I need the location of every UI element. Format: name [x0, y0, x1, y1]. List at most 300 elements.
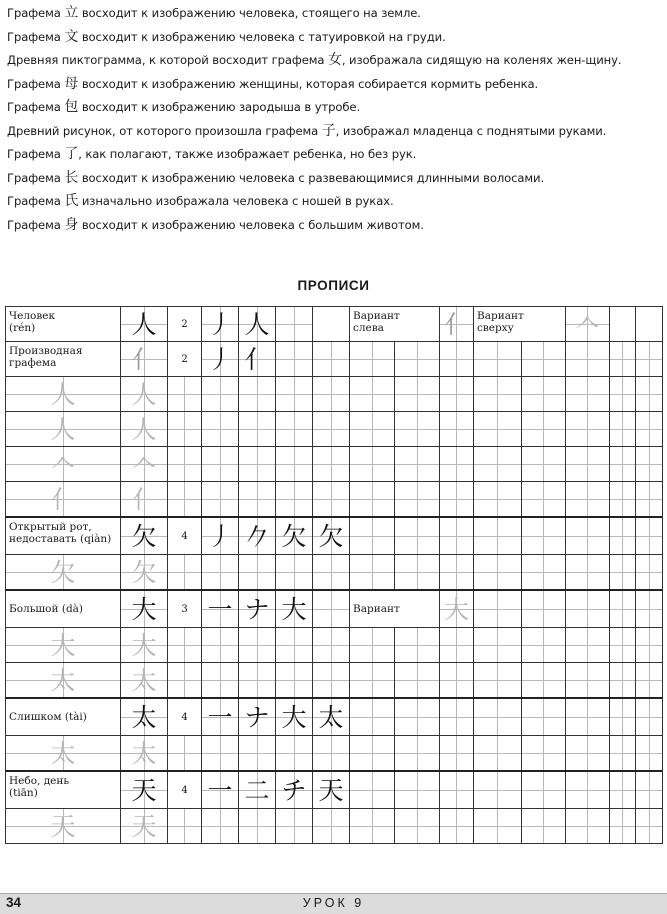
sentence-text: восходит к изображению человека с татуировкой на груди.: [78, 29, 446, 44]
practice-cell[interactable]: [474, 663, 522, 699]
practice-cell[interactable]: [566, 809, 610, 844]
stroke-step: 𠂊: [244, 521, 270, 551]
trace-hanzi: 人: [131, 414, 157, 444]
variant-label: Вариант: [353, 603, 400, 615]
practice-cell[interactable]: [313, 447, 350, 482]
practice-cell[interactable]: [474, 628, 522, 663]
practice-cell[interactable]: [440, 698, 474, 736]
trace-hanzi: 天: [131, 811, 157, 841]
sentence-text: Графема: [7, 147, 65, 161]
trace-cell[interactable]: [121, 809, 168, 844]
practice-cell[interactable]: [610, 342, 636, 377]
practice-cell[interactable]: [239, 736, 276, 772]
practice-cell[interactable]: [610, 628, 636, 663]
practice-cell[interactable]: [440, 342, 474, 377]
practice-cell[interactable]: [239, 412, 276, 447]
practice-cell[interactable]: [474, 482, 522, 518]
sentence-3: [7, 49, 662, 73]
stroke-step: 一: [207, 702, 233, 732]
practice-cell[interactable]: [566, 663, 610, 699]
trace-cell[interactable]: [121, 736, 168, 772]
practice-cell[interactable]: [350, 628, 395, 663]
practice-cell[interactable]: [440, 809, 474, 844]
practice-cell[interactable]: [474, 377, 522, 412]
practice-cell[interactable]: [202, 412, 239, 447]
sentence-5: [7, 96, 662, 120]
hanzi-variant: 亻: [443, 309, 469, 339]
practice-cell[interactable]: [168, 628, 202, 663]
stroke-step: 欠: [318, 521, 344, 551]
stroke-cell: [313, 771, 350, 809]
row-label: Открытый рот, недоставать (qiàn): [9, 521, 112, 545]
sentence-text: Графема: [7, 217, 65, 232]
practice-cell[interactable]: [395, 736, 440, 772]
practice-cell[interactable]: [474, 590, 522, 628]
trace-cell[interactable]: [121, 663, 168, 699]
row-ren: [6, 307, 663, 342]
stroke-step: 大: [281, 702, 307, 732]
practice-cell[interactable]: [610, 517, 636, 555]
practice-cell[interactable]: [522, 342, 566, 377]
sentence-text: Графема: [7, 6, 65, 20]
practice-cell[interactable]: [395, 377, 440, 412]
section-title: ПРОПИСИ: [297, 278, 370, 293]
practice-cell[interactable]: [522, 447, 566, 482]
hanzi-model: 亻: [131, 344, 157, 374]
practice-cell[interactable]: [168, 447, 202, 482]
practice-cell[interactable]: [566, 590, 610, 628]
label-cell: [6, 307, 121, 342]
sentence-text: , изображала сидящую на коленях жен-щину.: [341, 53, 622, 67]
variant-char-cell: [440, 590, 474, 628]
practice-cell[interactable]: [474, 447, 522, 482]
trace-hanzi: 太: [50, 665, 76, 695]
sentence-hanzi: 氏: [64, 193, 79, 209]
practice-cell[interactable]: [610, 736, 636, 772]
trace-hanzi: 大: [131, 630, 157, 660]
practice-cell[interactable]: [610, 590, 636, 628]
practice-cell[interactable]: [276, 342, 313, 377]
stroke-cell: [202, 307, 239, 342]
row-label: Слишком (tài): [9, 711, 87, 723]
practice-cell[interactable]: [610, 412, 636, 447]
practice-cell[interactable]: [395, 809, 440, 844]
stroke-count: 3: [181, 603, 188, 615]
practice-cell[interactable]: [440, 663, 474, 699]
trace-cell[interactable]: [121, 628, 168, 663]
variant-char-cell: [566, 307, 610, 342]
stroke-step: 天: [318, 775, 344, 805]
char-cell: [121, 771, 168, 809]
practice-cell[interactable]: [168, 809, 202, 844]
trace-cell[interactable]: [6, 736, 121, 772]
practice-cell[interactable]: [395, 555, 440, 591]
practice-cell[interactable]: [202, 628, 239, 663]
practice-cell[interactable]: [522, 412, 566, 447]
practice-cell[interactable]: [636, 736, 663, 772]
row-label: Человек (rén): [9, 310, 56, 334]
stroke-step: 一: [207, 775, 233, 805]
practice-cell[interactable]: [350, 482, 395, 518]
trace-cell[interactable]: [121, 447, 168, 482]
variant-char-cell: [440, 307, 474, 342]
char-cell: [121, 590, 168, 628]
practice-cell[interactable]: [566, 447, 610, 482]
blank-cell: [313, 307, 350, 342]
practice-cell[interactable]: [610, 809, 636, 844]
practice-cell[interactable]: [276, 628, 313, 663]
practice-cell[interactable]: [350, 377, 395, 412]
practice-cell[interactable]: [276, 307, 313, 342]
practice-cell[interactable]: [395, 412, 440, 447]
trace-cell[interactable]: [121, 412, 168, 447]
practice-cell[interactable]: [610, 377, 636, 412]
practice-cell[interactable]: [522, 517, 566, 555]
practice-cell[interactable]: [474, 809, 522, 844]
practice-cell[interactable]: [276, 663, 313, 699]
sentence-hanzi: 女: [327, 52, 342, 68]
practice-cell[interactable]: [440, 771, 474, 809]
sentence-text: Графема: [7, 76, 65, 91]
sentence-text: Графема: [7, 29, 65, 44]
practice-cell[interactable]: [566, 482, 610, 518]
row-tian: [6, 771, 663, 809]
practice-cell[interactable]: [239, 377, 276, 412]
sentence-text: Графема: [7, 100, 65, 114]
sentence-1: [7, 2, 662, 26]
practice-cell[interactable]: [610, 771, 636, 809]
practice-cell[interactable]: [350, 771, 395, 809]
stroke-step: チ: [281, 775, 307, 805]
row-label: Небо, день (tiān): [9, 775, 70, 799]
practice-cell[interactable]: [522, 698, 566, 736]
stroke-step: 丿: [207, 521, 233, 551]
practice-cell[interactable]: [239, 809, 276, 844]
practice-cell[interactable]: [636, 698, 663, 736]
sentence-text: Древняя пиктограмма, к которой восходит графема: [7, 53, 328, 67]
practice-cell[interactable]: [440, 482, 474, 518]
practice-cell[interactable]: [350, 447, 395, 482]
practice-row: [6, 809, 663, 844]
sentence-hanzi: 文: [64, 28, 79, 45]
stroke-step: 二: [244, 775, 270, 805]
sentence-text: изначально изображала человека с ношей в руках.: [78, 194, 394, 208]
practice-cell[interactable]: [636, 555, 663, 591]
practice-cell[interactable]: [440, 412, 474, 447]
practice-cell[interactable]: [276, 447, 313, 482]
trace-hanzi: 亻: [131, 484, 157, 514]
variant-label-cell: [350, 307, 440, 342]
practice-cell[interactable]: [474, 698, 522, 736]
trace-hanzi: 欠: [50, 557, 76, 587]
practice-cell[interactable]: [350, 698, 395, 736]
practice-cell[interactable]: [239, 628, 276, 663]
sentence-text: , как полагают, также изображает ребенка, но без рук.: [78, 147, 417, 161]
practice-cell[interactable]: [276, 809, 313, 844]
practice-cell[interactable]: [395, 517, 440, 555]
sentence-text: восходит к изображению человека с развевающимися длинными волосами.: [78, 170, 545, 185]
practice-cell[interactable]: [350, 517, 395, 555]
practice-cell[interactable]: [239, 555, 276, 591]
practice-cell[interactable]: [313, 342, 350, 377]
practice-cell[interactable]: [202, 663, 239, 699]
practice-cell[interactable]: [202, 377, 239, 412]
practice-cell[interactable]: [313, 555, 350, 591]
practice-cell[interactable]: [474, 736, 522, 772]
practice-cell[interactable]: [636, 412, 663, 447]
count-cell: [168, 771, 202, 809]
practice-cell[interactable]: [566, 377, 610, 412]
practice-cell[interactable]: [636, 771, 663, 809]
practice-cell[interactable]: [202, 482, 239, 518]
sentence-6: [7, 120, 662, 144]
label-cell: [6, 698, 121, 736]
practice-cell[interactable]: [168, 555, 202, 591]
stroke-cell: [313, 698, 350, 736]
practice-cell[interactable]: [350, 412, 395, 447]
sentence-9: [7, 190, 662, 214]
practice-cell[interactable]: [313, 590, 350, 628]
practice-cell[interactable]: [610, 482, 636, 518]
stroke-step: 人: [244, 309, 270, 339]
practice-cell[interactable]: [313, 482, 350, 518]
practice-cell[interactable]: [202, 447, 239, 482]
trace-cell[interactable]: [6, 447, 121, 482]
practice-cell[interactable]: [202, 555, 239, 591]
sentence-7: [7, 143, 662, 167]
practice-cell[interactable]: [276, 736, 313, 772]
practice-cell[interactable]: [636, 447, 663, 482]
stroke-cell: [202, 342, 239, 377]
practice-cell[interactable]: [566, 517, 610, 555]
practice-cell[interactable]: [566, 342, 610, 377]
practice-cell[interactable]: [440, 736, 474, 772]
practice-cell[interactable]: [313, 663, 350, 699]
practice-cell[interactable]: [440, 517, 474, 555]
sentence-text: восходит к изображению зародыша в утробе.: [78, 100, 361, 114]
practice-cell[interactable]: [395, 482, 440, 518]
practice-cell[interactable]: [313, 628, 350, 663]
stroke-step: 一: [207, 594, 233, 624]
sentence-hanzi: 长: [64, 169, 79, 186]
count-cell: [168, 517, 202, 555]
label-cell: [6, 517, 121, 555]
practice-cell[interactable]: [610, 698, 636, 736]
practice-cell[interactable]: [636, 377, 663, 412]
practice-cell[interactable]: [522, 555, 566, 591]
practice-cell[interactable]: [636, 482, 663, 518]
practice-cell[interactable]: [168, 482, 202, 518]
hanzi-model: 天: [131, 775, 157, 805]
practice-cell[interactable]: [168, 736, 202, 772]
hanzi-model: 人: [131, 309, 157, 339]
practice-cell[interactable]: [474, 342, 522, 377]
practice-cell[interactable]: [610, 663, 636, 699]
practice-cell[interactable]: [313, 377, 350, 412]
variant-label: Вариант слева: [353, 310, 400, 334]
practice-cell[interactable]: [474, 412, 522, 447]
sentence-hanzi: 子: [321, 122, 336, 139]
practice-cell[interactable]: [566, 628, 610, 663]
row-da: [6, 590, 663, 628]
stroke-step: ナ: [244, 594, 270, 624]
practice-cell[interactable]: [522, 377, 566, 412]
trace-cell[interactable]: [6, 555, 121, 591]
practice-cell[interactable]: [522, 590, 566, 628]
stroke-cell: [202, 517, 239, 555]
practice-cell[interactable]: [636, 628, 663, 663]
practice-cell[interactable]: [239, 663, 276, 699]
row-qian: [6, 517, 663, 555]
trace-cell[interactable]: [6, 412, 121, 447]
sentence-hanzi: 包: [64, 99, 79, 115]
trace-hanzi: 太: [131, 738, 157, 768]
hanzi-model: 欠: [131, 521, 157, 551]
practice-cell[interactable]: [168, 663, 202, 699]
sentence-2: [7, 26, 662, 50]
sentence-hanzi: 了: [64, 146, 79, 162]
variant-label-cell: [350, 590, 440, 628]
practice-cell[interactable]: [168, 377, 202, 412]
practice-cell[interactable]: [395, 663, 440, 699]
label-cell: [6, 771, 121, 809]
char-cell: [121, 517, 168, 555]
practice-cell[interactable]: [636, 663, 663, 699]
stroke-count: 2: [181, 353, 188, 365]
practice-row: [6, 736, 663, 772]
practice-cell[interactable]: [350, 555, 395, 591]
practice-cell[interactable]: [610, 447, 636, 482]
practice-cell[interactable]: [239, 482, 276, 518]
stroke-cell: [239, 307, 276, 342]
trace-cell[interactable]: [121, 377, 168, 412]
stroke-cell: [276, 698, 313, 736]
practice-cell[interactable]: [522, 736, 566, 772]
trace-hanzi: 人: [50, 379, 76, 409]
practice-cell[interactable]: [168, 412, 202, 447]
trace-hanzi: 天: [50, 811, 76, 841]
practice-cell[interactable]: [350, 809, 395, 844]
practice-cell[interactable]: [395, 342, 440, 377]
practice-cell[interactable]: [566, 698, 610, 736]
practice-cell[interactable]: [440, 377, 474, 412]
hanzi-model: 大: [131, 594, 157, 624]
practice-cell[interactable]: [276, 377, 313, 412]
trace-cell[interactable]: [6, 809, 121, 844]
trace-hanzi: 人: [50, 414, 76, 444]
stroke-cell: [202, 771, 239, 809]
stroke-step: 亻: [244, 344, 270, 374]
practice-cell[interactable]: [440, 447, 474, 482]
trace-cell[interactable]: [121, 482, 168, 518]
practice-cell[interactable]: [610, 555, 636, 591]
practice-cell[interactable]: [313, 412, 350, 447]
stroke-cell: [239, 342, 276, 377]
practice-cell[interactable]: [313, 736, 350, 772]
practice-cell[interactable]: [395, 447, 440, 482]
trace-cell[interactable]: [6, 628, 121, 663]
practice-cell[interactable]: [636, 590, 663, 628]
trace-hanzi: 𠆢: [131, 449, 157, 479]
sentence-text: , изображал младенца с поднятыми руками.: [335, 123, 607, 138]
practice-cell[interactable]: [202, 736, 239, 772]
stroke-step: 丿: [207, 309, 233, 339]
practice-cell[interactable]: [474, 771, 522, 809]
stroke-count: 2: [181, 318, 188, 330]
practice-cell[interactable]: [239, 447, 276, 482]
practice-cell[interactable]: [522, 809, 566, 844]
practice-cell[interactable]: [276, 482, 313, 518]
sentence-10: [7, 214, 662, 238]
practice-cell[interactable]: [636, 517, 663, 555]
sentence-text: восходит к изображению человека, стоящего на земле.: [78, 6, 421, 20]
row-label: Производная графема: [9, 345, 83, 369]
page-footer: [0, 893, 667, 914]
practice-cell[interactable]: [474, 555, 522, 591]
count-cell: [168, 307, 202, 342]
sentence-8: [7, 167, 662, 191]
practice-cell[interactable]: [313, 809, 350, 844]
trace-cell[interactable]: [6, 377, 121, 412]
practice-cell[interactable]: [522, 663, 566, 699]
practice-cell[interactable]: [350, 663, 395, 699]
practice-cell[interactable]: [636, 809, 663, 844]
practice-cell[interactable]: [350, 342, 395, 377]
practice-cell[interactable]: [350, 736, 395, 772]
stroke-cell: [276, 590, 313, 628]
practice-cell[interactable]: [395, 698, 440, 736]
practice-cell[interactable]: [440, 555, 474, 591]
page-number: 34: [6, 895, 22, 910]
practice-cell[interactable]: [276, 412, 313, 447]
stroke-count: 4: [181, 784, 188, 796]
practice-cell[interactable]: [202, 809, 239, 844]
row-tai: [6, 698, 663, 736]
practice-cell[interactable]: [395, 771, 440, 809]
hanzi-variant: 大: [443, 594, 469, 624]
trace-cell[interactable]: [6, 663, 121, 699]
stroke-step: 欠: [281, 521, 307, 551]
practice-cell[interactable]: [440, 628, 474, 663]
char-cell: [121, 342, 168, 377]
trace-hanzi: 太: [131, 665, 157, 695]
practice-cell[interactable]: [566, 736, 610, 772]
trace-hanzi: 人: [131, 379, 157, 409]
variant-label: Вариант сверху: [477, 310, 524, 334]
practice-cell[interactable]: [566, 412, 610, 447]
practice-cell[interactable]: [522, 628, 566, 663]
practice-cell[interactable]: [566, 771, 610, 809]
practice-cell[interactable]: [474, 517, 522, 555]
blank-cell: [636, 307, 663, 342]
trace-cell[interactable]: [6, 482, 121, 518]
char-cell: [121, 698, 168, 736]
practice-grid: [5, 306, 663, 844]
practice-cell[interactable]: [522, 771, 566, 809]
sentence-text: Древний рисунок, от которого произошла графема: [7, 123, 322, 138]
practice-cell[interactable]: [276, 555, 313, 591]
trace-cell[interactable]: [121, 555, 168, 591]
count-cell: [168, 590, 202, 628]
practice-cell[interactable]: [522, 482, 566, 518]
sentence-text: восходит к изображению женщины, которая собирается кормить ребенка.: [78, 76, 539, 91]
sentence-text: восходит к изображению человека с большим животом.: [78, 217, 424, 232]
sentence-4: [7, 73, 662, 97]
practice-cell[interactable]: [566, 555, 610, 591]
practice-cell[interactable]: [636, 342, 663, 377]
practice-cell[interactable]: [395, 628, 440, 663]
stroke-cell: [276, 517, 313, 555]
